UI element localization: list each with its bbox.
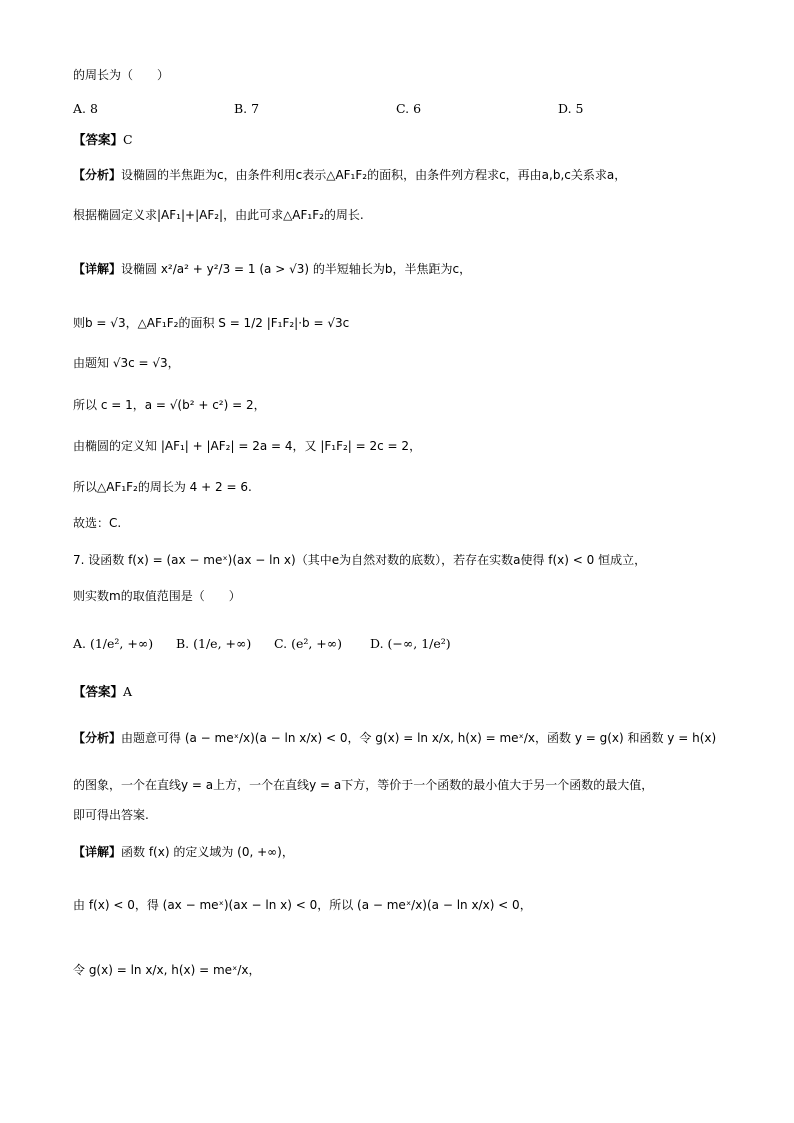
q7-stem-line2: 则实数m的取值范围是（ ） bbox=[73, 589, 241, 603]
q7-analysis-line3: 即可得出答案. bbox=[73, 808, 149, 822]
q7-option-a: A. (1/e², +∞) bbox=[73, 636, 154, 651]
q7-option-b: B. (1/e, +∞) bbox=[176, 636, 252, 651]
q6-detail: 【详解】设椭圆 x²/a² + y²/3 = 1 (a > √3) 的半短轴长为b，半焦距为c， bbox=[73, 262, 472, 276]
q6-option-c: C. 6 bbox=[396, 101, 422, 116]
q6-analysis: 【分析】设椭圆的半焦距为c，由条件利用c表示△AF₁F₂的面积，由条件列方程求c，再由a,b,c关系求a， bbox=[73, 168, 627, 182]
q6-option-d: D. 5 bbox=[558, 101, 584, 116]
q6-detail-line5: 由椭圆的定义知 |AF₁| + |AF₂| = 2a = 4，又 |F₁F₂| = 2c = 2， bbox=[73, 439, 422, 453]
q7-option-d: D. (−∞, 1/e²) bbox=[370, 636, 451, 651]
q7-analysis-line2: 的图象，一个在直线y = a上方，一个在直线y = a下方，等价于一个函数的最小值大于另一个函数的最大值， bbox=[73, 778, 654, 792]
q6-option-b: B. 7 bbox=[234, 101, 260, 116]
q6-detail-line3: 由题知 √3c = √3， bbox=[73, 356, 180, 370]
q7-stem-line1: 7. 设函数 f(x) = (ax − meˣ)(ax − ln x)（其中e为自然对数的底数），若存在实数a使得 f(x) < 0 恒成立， bbox=[73, 553, 647, 567]
q7-answer: 【答案】A bbox=[73, 684, 133, 699]
q6-detail-line6: 所以△AF₁F₂的周长为 4 + 2 = 6. bbox=[73, 480, 252, 494]
q6-detail-line2: 则b = √3，△AF₁F₂的面积 S = 1/2 |F₁F₂|·b = √3c bbox=[73, 316, 350, 330]
q6-detail-line4: 所以 c = 1，a = √(b² + c²) = 2， bbox=[73, 398, 266, 412]
q7-detail-line2: 由 f(x) < 0，得 (ax − meˣ)(ax − ln x) < 0，所以 (a − meˣ/x)(a − ln x/x) < 0， bbox=[73, 898, 532, 912]
q6-option-a: A. 8 bbox=[73, 101, 98, 116]
q7-detail: 【详解】函数 f(x) 的定义域为 (0, +∞)， bbox=[73, 845, 294, 859]
q6-conclusion: 故选：C. bbox=[73, 516, 122, 530]
q7-option-c: C. (e², +∞) bbox=[274, 636, 343, 651]
q7-analysis: 【分析】由题意可得 (a − meˣ/x)(a − ln x/x) < 0，令 g(x) = ln x/x, h(x) = meˣ/x，函数 y = g(x) 和函数 y = h(x) bbox=[73, 731, 717, 745]
q7-detail-line3: 令 g(x) = ln x/x, h(x) = meˣ/x， bbox=[73, 963, 261, 977]
q6-answer: 【答案】C bbox=[73, 132, 133, 147]
q6-stem-tail: 的周长为（ ） bbox=[73, 68, 170, 82]
q6-analysis-line2: 根据椭圆定义求|AF₁|+|AF₂|，由此可求△AF₁F₂的周长. bbox=[73, 208, 364, 222]
